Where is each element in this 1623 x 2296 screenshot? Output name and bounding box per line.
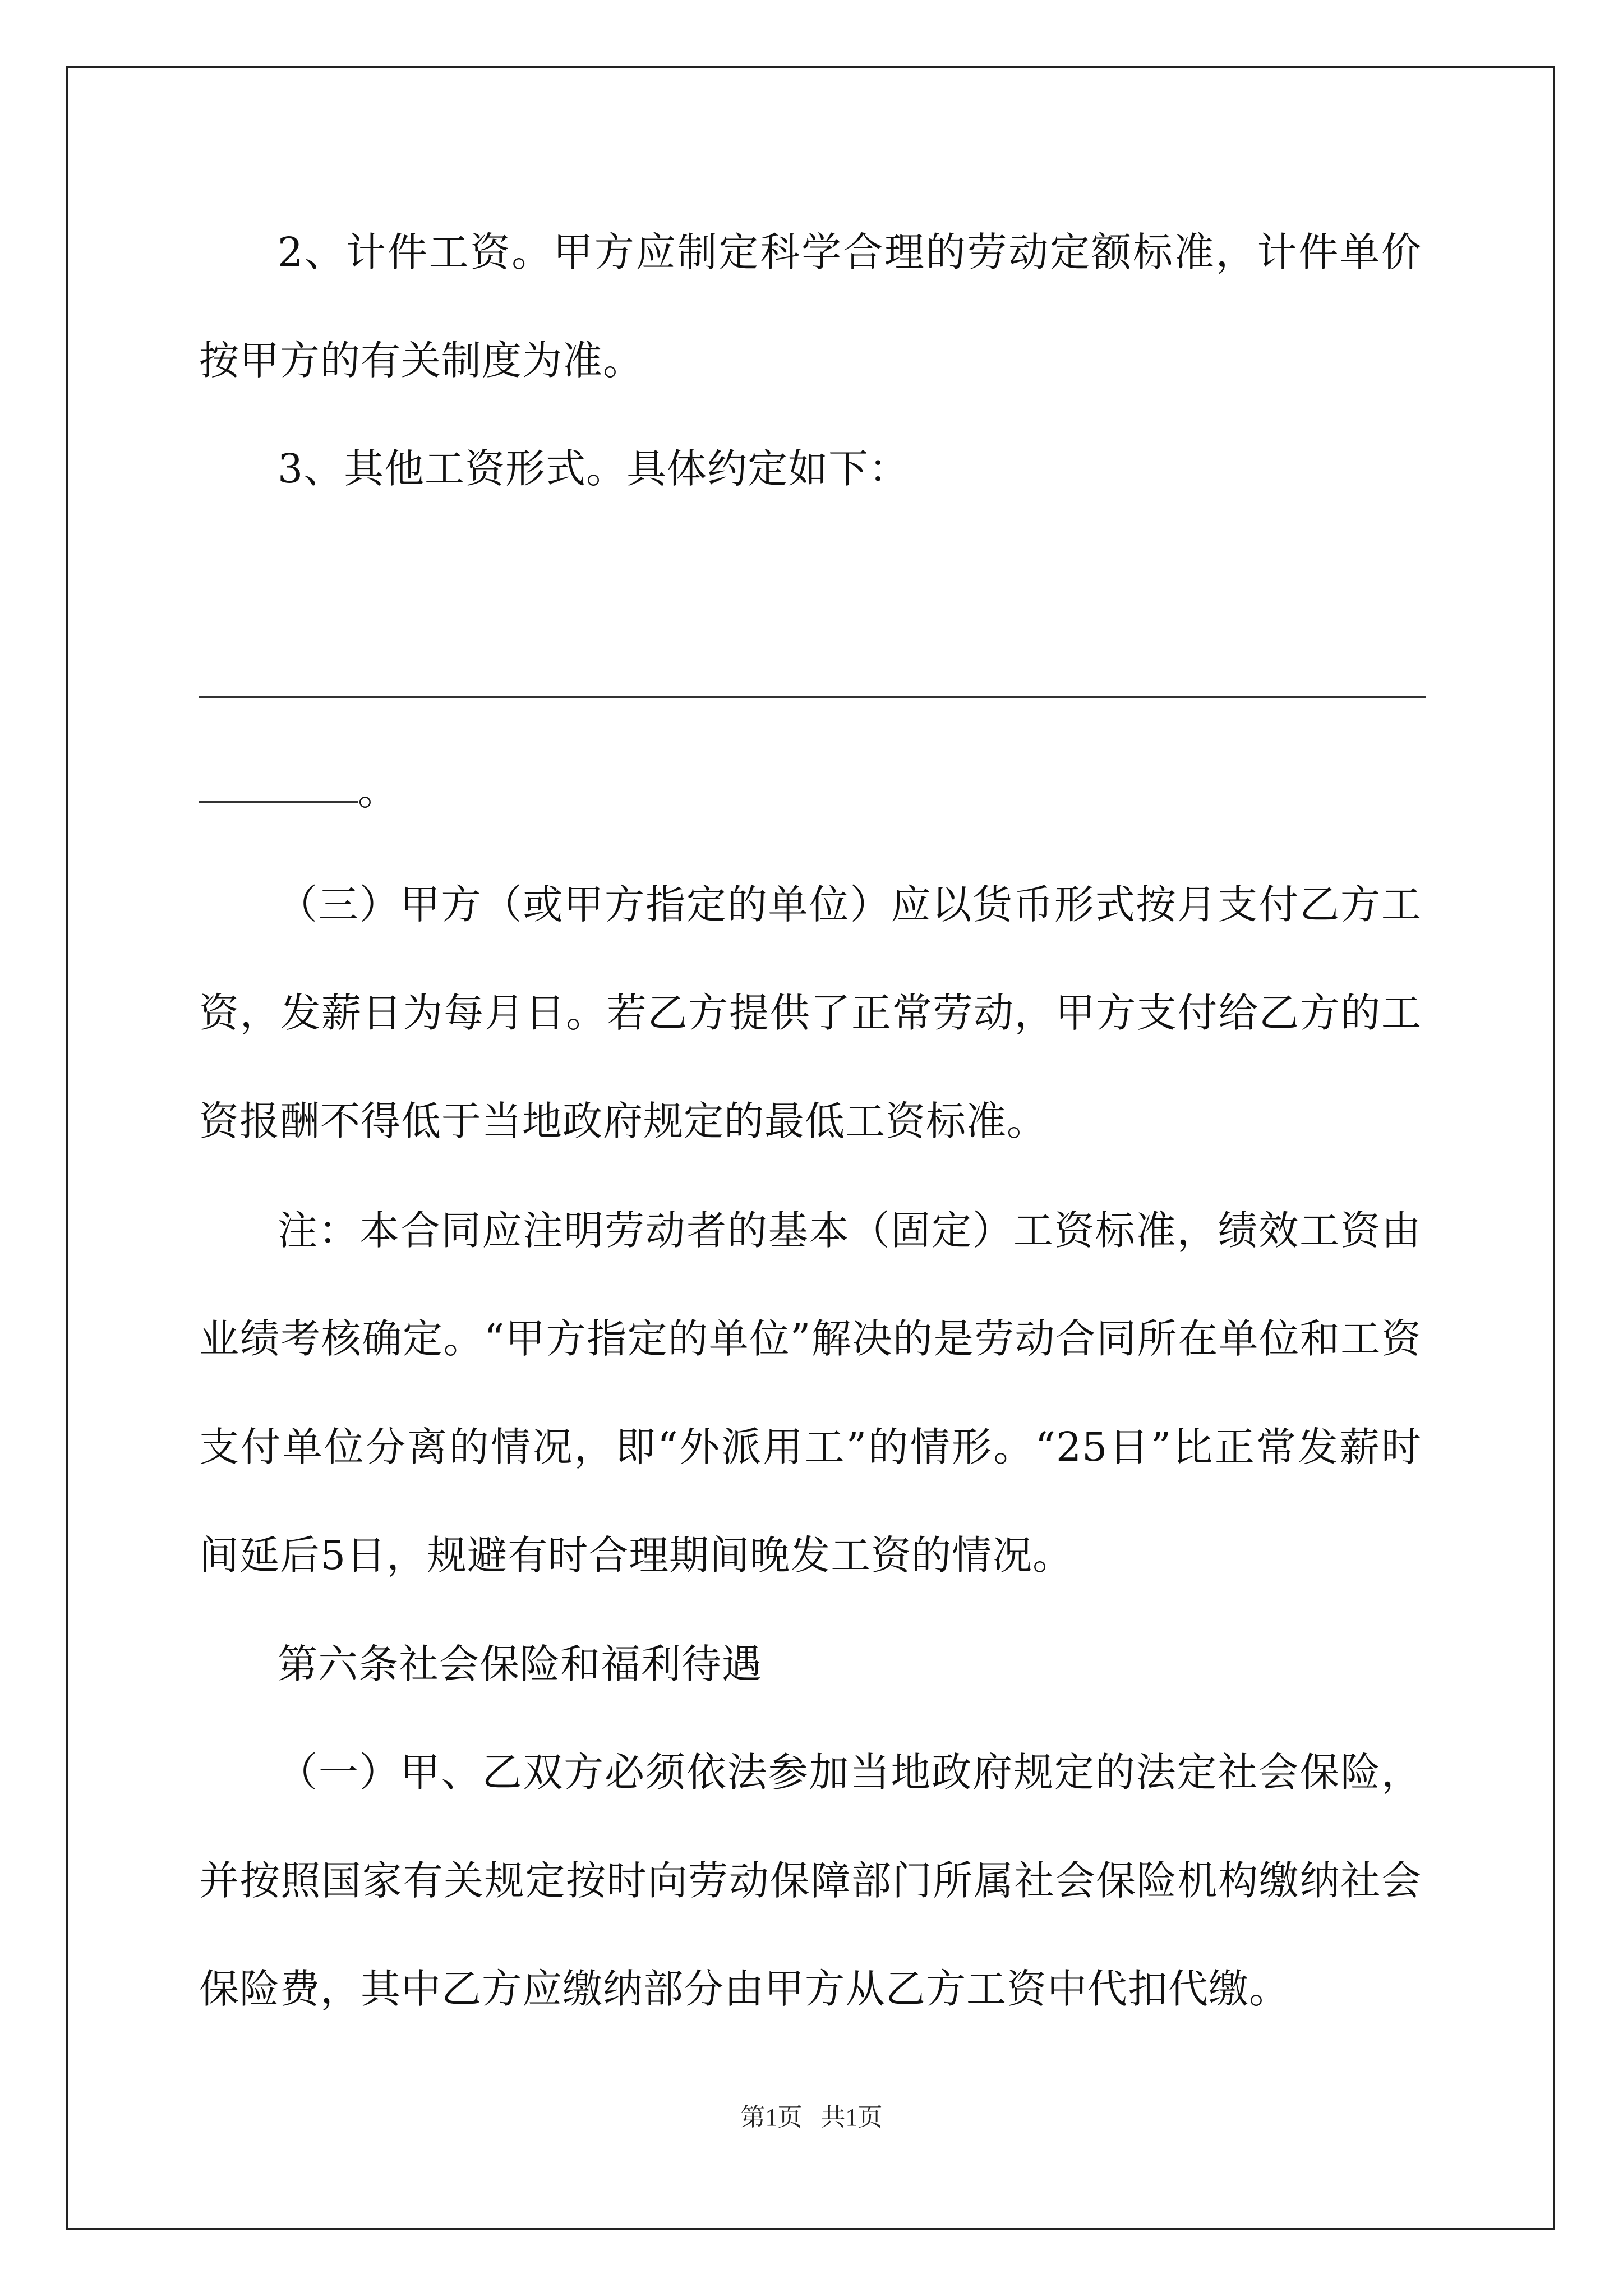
paragraph-social-insurance: （一）甲、乙双方必须依法参加当地政府规定的法定社会保险，并按照国家有关规定按时向劳动保障部门所属社会保险机构缴纳社会保险费，其中乙方应缴纳部分由甲方从乙方工资中代扣代缴。 [199,1749,1422,2012]
fill-in-blank-short [199,801,358,803]
section-heading-article-6: 第六条社会保险和福利待遇 [278,1641,763,1687]
page-total: 共1页 [820,2104,883,2131]
paragraph-payment-terms: （三）甲方（或甲方指定的单位）应以货币形式按月支付乙方工资，发薪日为每月日。若乙方提供了正常劳动，甲方支付给乙方的工资报酬不得低于当地政府规定的最低工资标准。 [199,881,1422,1144]
page-footer [0,2097,1623,2133]
page-number: 第1页 [740,2104,803,2131]
blank-end-punctuation: 。 [358,767,398,814]
fill-in-blank-line [199,696,1426,698]
paragraph-note: 注：本合同应注明劳动者的基本（固定）工资标准，绩效工资由业绩考核确定。“甲方指定的单位”解决的是劳动合同所在单位和工资支付单位分离的情况，即“外派用工”的情形。“25日”比正常发薪时间延后5日，规避有时合理期间晚发工资的情况。 [199,1207,1422,1579]
paragraph-other-wage-forms: 3、其他工资形式。具体约定如下： [278,445,910,492]
paragraph-piece-rate-wage: 2、计件工资。甲方应制定科学合理的劳动定额标准，计件单价按甲方的有关制度为准。 [199,229,1422,384]
